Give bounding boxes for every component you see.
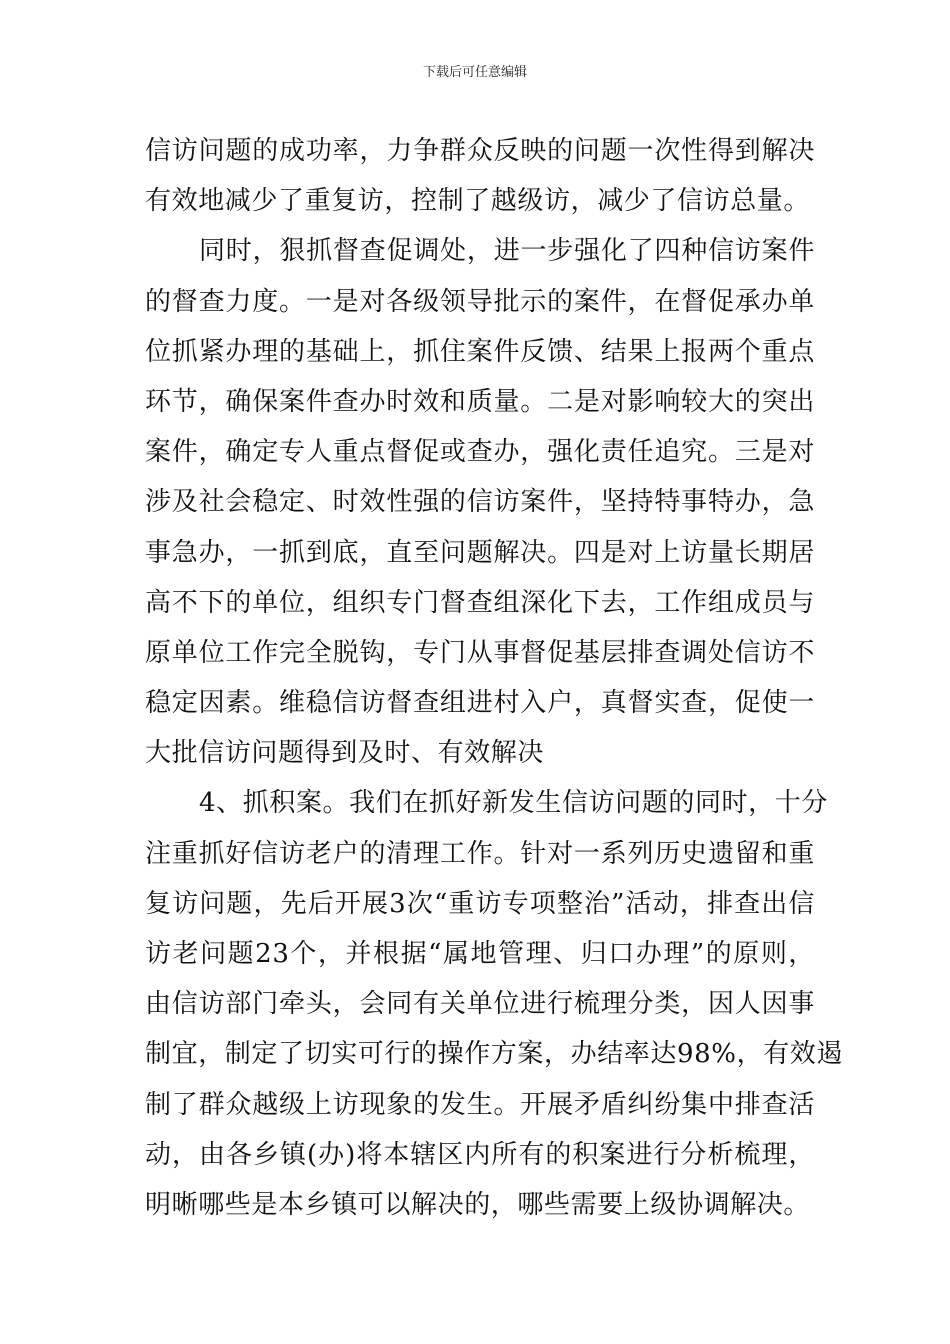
paragraph-line: 大批信访问题得到及时、有效解决 xyxy=(145,738,545,769)
paragraph-line: 访老问题23个，并根据“属地管理、归口办理”的原则， xyxy=(145,939,815,969)
paragraph-line: 制宜，制定了切实可行的操作方案，办结率达98%，有效遏 xyxy=(145,1039,843,1070)
paragraph-line: 制了群众越级上访现象的发生。开展矛盾纠纷集中排查活 xyxy=(145,1089,815,1120)
paragraph-line: 同时，狠抓督查促调处，进一步强化了四种信访案件 xyxy=(199,236,815,267)
paragraph-line: 事急办，一抓到底，直至问题解决。四是对上访量长期居 xyxy=(145,537,815,568)
paragraph-line: 明晰哪些是本乡镇可以解决的，哪些需要上级协调解决。 xyxy=(145,1189,811,1220)
paragraph-line: 位抓紧办理的基础上，抓住案件反馈、结果上报两个重点 xyxy=(145,336,815,367)
paragraph-line: 4、抓积案。我们在抓好新发生信访问题的同时，十分 xyxy=(199,788,828,819)
paragraph-line: 环节，确保案件查办时效和质量。二是对影响较大的突出 xyxy=(145,386,815,417)
paragraph-line: 稳定因素。维稳信访督查组进村入户，真督实查，促使一 xyxy=(145,688,815,719)
paragraph-line: 原单位工作完全脱钩，专门从事督促基层排查调处信访不 xyxy=(145,637,815,668)
page-header: 下载后可任意编辑 xyxy=(422,65,527,80)
paragraph-line: 信访问题的成功率，力争群众反映的问题一次性得到解决 xyxy=(145,136,815,166)
paragraph-line: 复访问题，先后开展3次“重访专项整治”活动，排查出信 xyxy=(145,888,815,919)
paragraph-line: 动，由各乡镇(办)将本辖区内所有的积案进行分析梳理， xyxy=(145,1139,815,1170)
paragraph-line: 案件，确定专人重点督促或查办，强化责任追究。三是对 xyxy=(145,437,815,468)
paragraph-line: 的督查力度。一是对各级领导批示的案件，在督促承办单 xyxy=(145,286,815,317)
paragraph-line: 由信访部门牵头，会同有关单位进行梳理分类，因人因事 xyxy=(145,989,815,1020)
paragraph-line: 涉及社会稳定、时效性强的信访案件，坚持特事特办，急 xyxy=(145,487,815,518)
paragraph-line: 注重抓好信访老户的清理工作。针对一系列历史遗留和重 xyxy=(145,838,815,869)
body-text xyxy=(145,126,843,1230)
paragraph-line: 高不下的单位，组织专门督查组深化下去，工作组成员与 xyxy=(145,587,815,618)
paragraph-line: 有效地减少了重复访，控制了越级访，减少了信访总量。 xyxy=(145,186,811,217)
